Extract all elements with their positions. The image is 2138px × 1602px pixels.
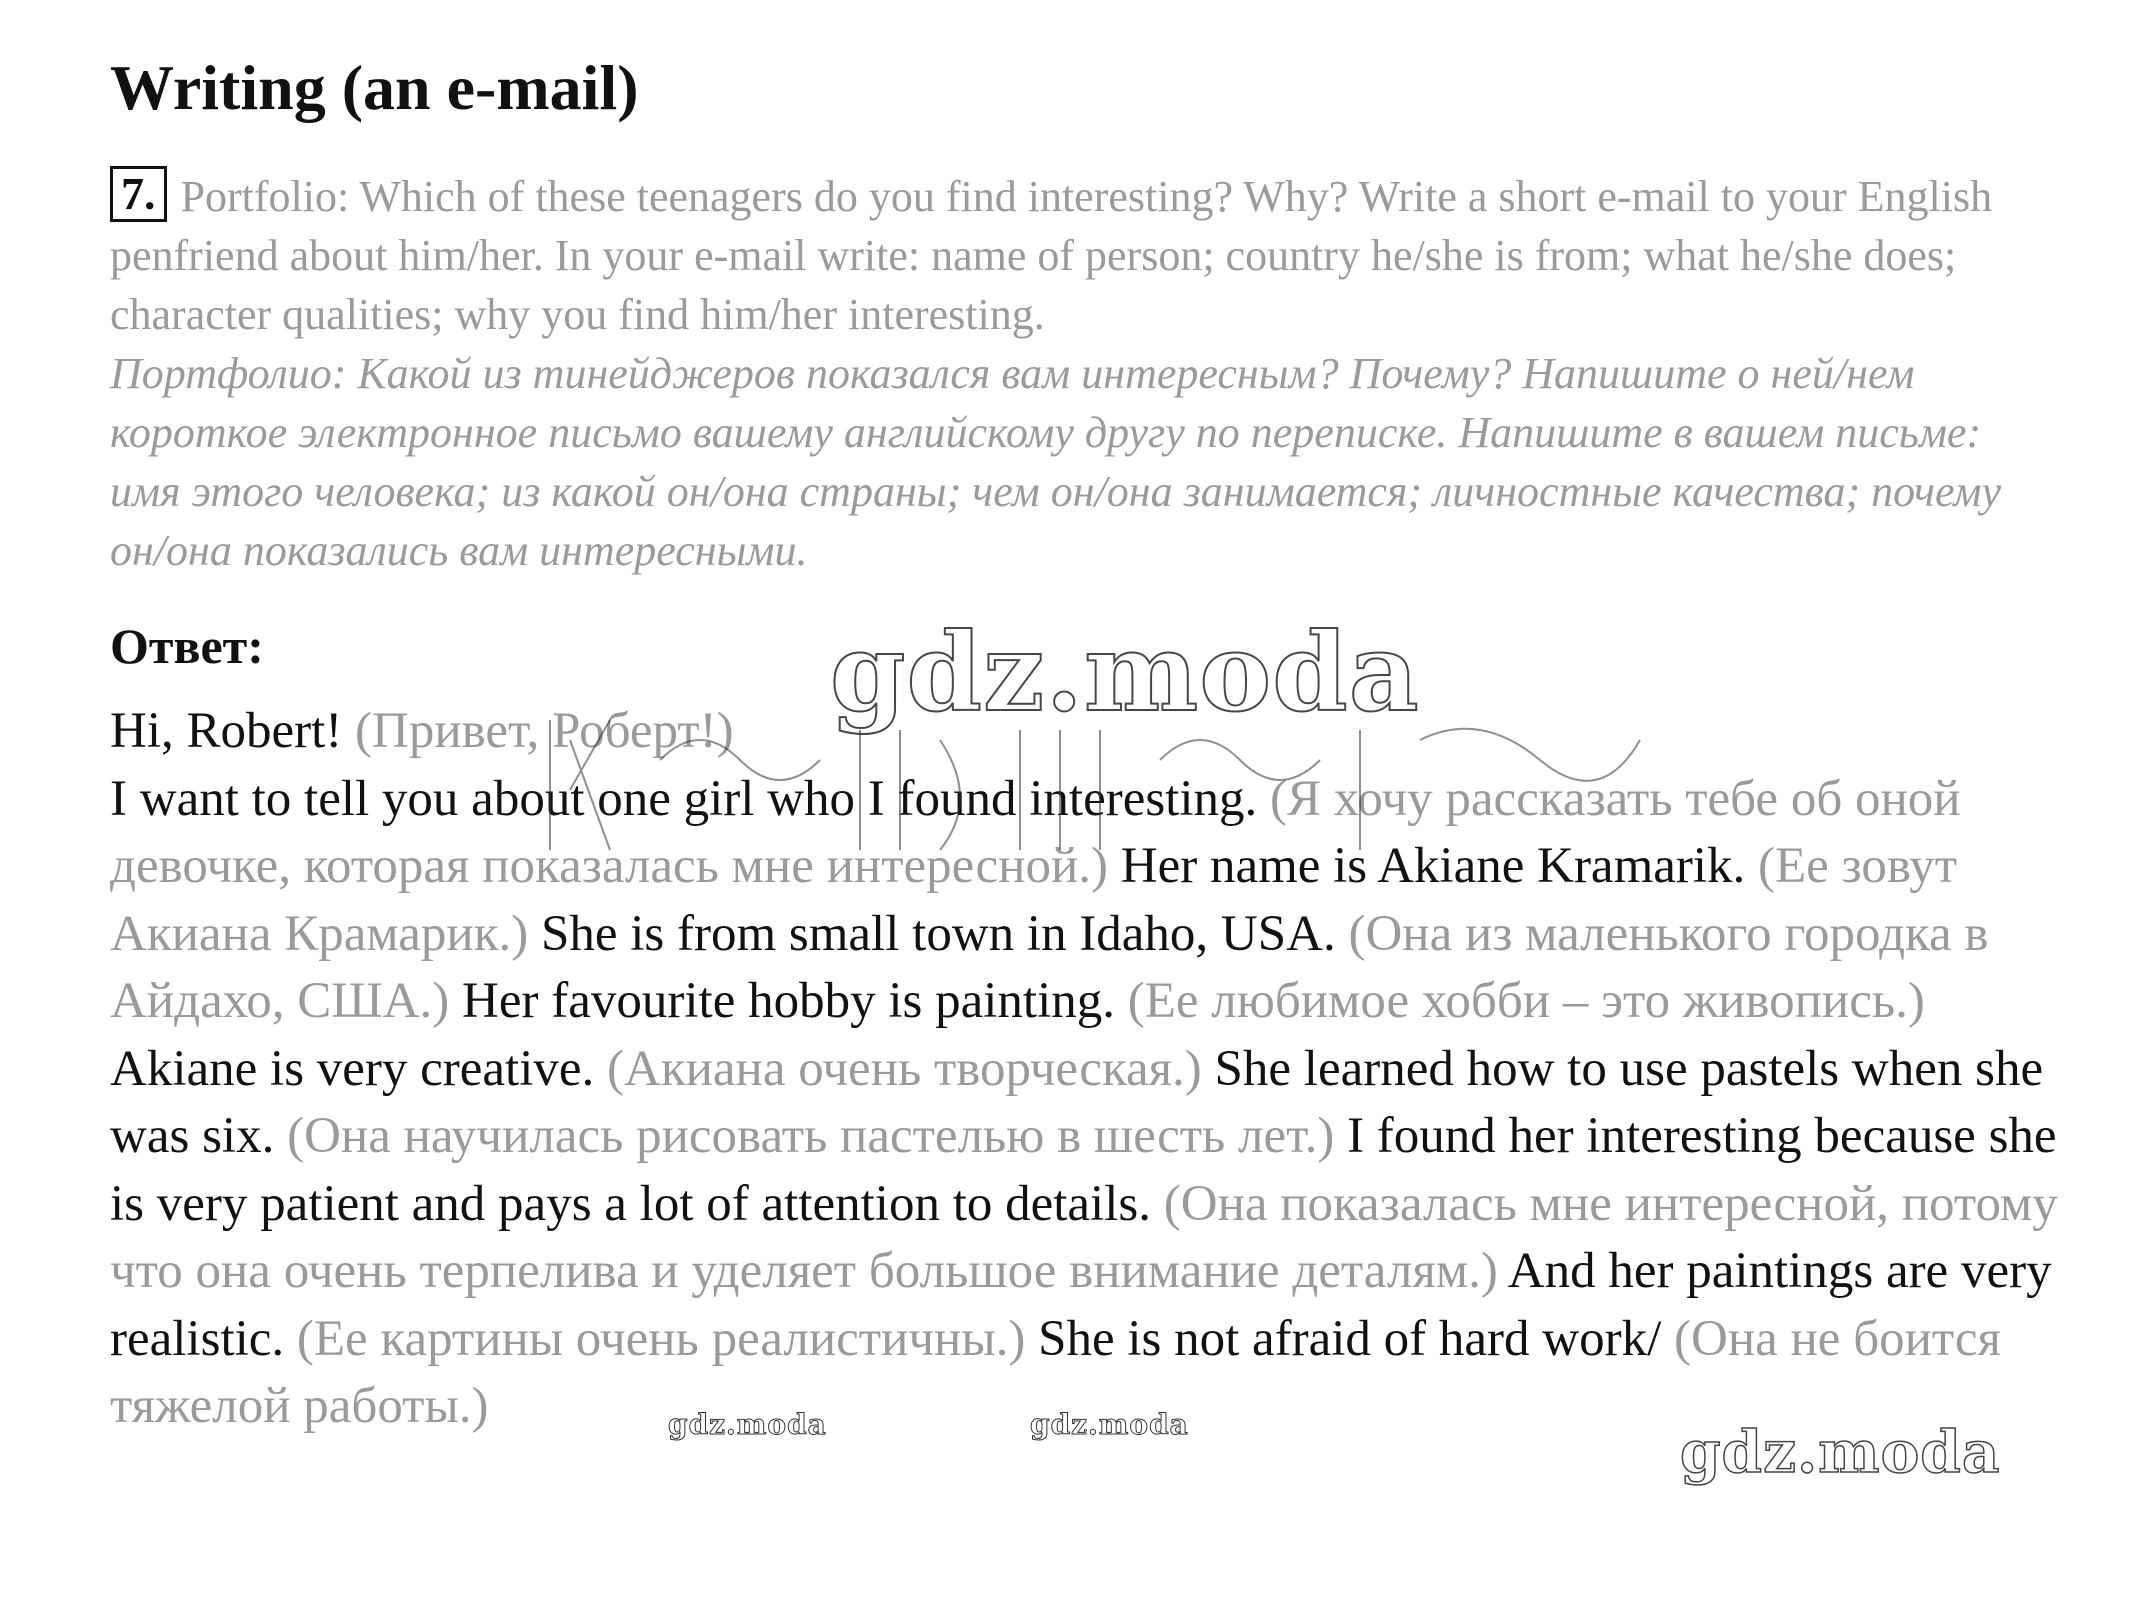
greeting-english: Hi, Robert! (110, 703, 343, 759)
answer-paragraph (110, 766, 2060, 1441)
sentence-russian: (Ее картины очень реалистичны.) (296, 1310, 1026, 1367)
watermark-logo: gdz.moda (1680, 1418, 2001, 1486)
task-block (110, 166, 2060, 580)
sentence-russian: (Она показалась мне интересной, потому что она очень терпелива и уделяет большое внимание деталям.) (110, 1175, 2058, 1299)
watermark-small: gdz.moda (1030, 1408, 1189, 1441)
sentence-russian: (Акиана очень творческая.) (607, 1040, 1202, 1097)
sentence-russian: (Она научилась рисовать пастелью в шесть лет.) (287, 1108, 1335, 1164)
sentence-english: She is not afraid of hard work/ (1038, 1310, 1662, 1367)
sentence-english: She is from small town in Idaho, USA. (541, 905, 1336, 962)
sentence-russian: (Она из маленького городка в Айдахо, США.) (110, 905, 1989, 1029)
sentence-russian: (Ее любимое хобби – это живопись.) (1127, 973, 1925, 1029)
task-text-russian: Портфолио: Какой из тинейджеров показался вам интересным? Почему? Напишите о ней/нем короткое электронное письмо вашему английскому другу по переписке. Напишите в вашем письме: имя этого человека; из какой он/она страны; чем он/она занимается; личностные качества; почему он/она показались вам интересными. (110, 349, 2002, 575)
greeting-russian: (Привет, Роберт!) (355, 703, 734, 759)
task-text-english: Portfolio: Which of these teenagers do you find interesting? Why? Write a short e-mail to your English penfriend about him/her. In your e-mail write: name of person; country he/she is from; what he/she does; character qualities; why you find him/her interesting. (110, 172, 1993, 339)
sentence-english: I want to tell you about one girl who I found interesting. (110, 770, 1258, 827)
sentence-english: She learned how to use pastels when she was six. (110, 1040, 2044, 1164)
greeting-line (110, 698, 2060, 766)
page-title: Writing (an e-mail) (110, 52, 639, 123)
document-page (110, 48, 2060, 1441)
sentence-english: And her paintings are very realistic. (110, 1243, 2052, 1367)
sentence-english: Her name is Akiane Kramarik. (1120, 838, 1746, 894)
sentence-english: Her favourite hobby is painting. (462, 973, 1115, 1029)
task-number: 7. (110, 166, 167, 222)
sentence-russian: (Она не боится тяжелой работы.) (110, 1310, 2001, 1434)
answer-text (110, 698, 2060, 1441)
watermark-small: gdz.moda (668, 1408, 827, 1441)
sentence-russian: (Ее зовут Акиана Крамарик.) (110, 838, 1958, 962)
answer-label: Ответ: (110, 618, 264, 674)
watermark-logo: gdz.moda (830, 610, 1420, 736)
sentence-russian: (Я хочу рассказать тебе об оной девочке, которая показалась мне интересной.) (110, 770, 1961, 894)
sentence-english: I found her interesting because she is very patient and pays a lot of attention to details. (110, 1108, 2057, 1232)
sentence-english: Akiane is very creative. (110, 1040, 595, 1097)
